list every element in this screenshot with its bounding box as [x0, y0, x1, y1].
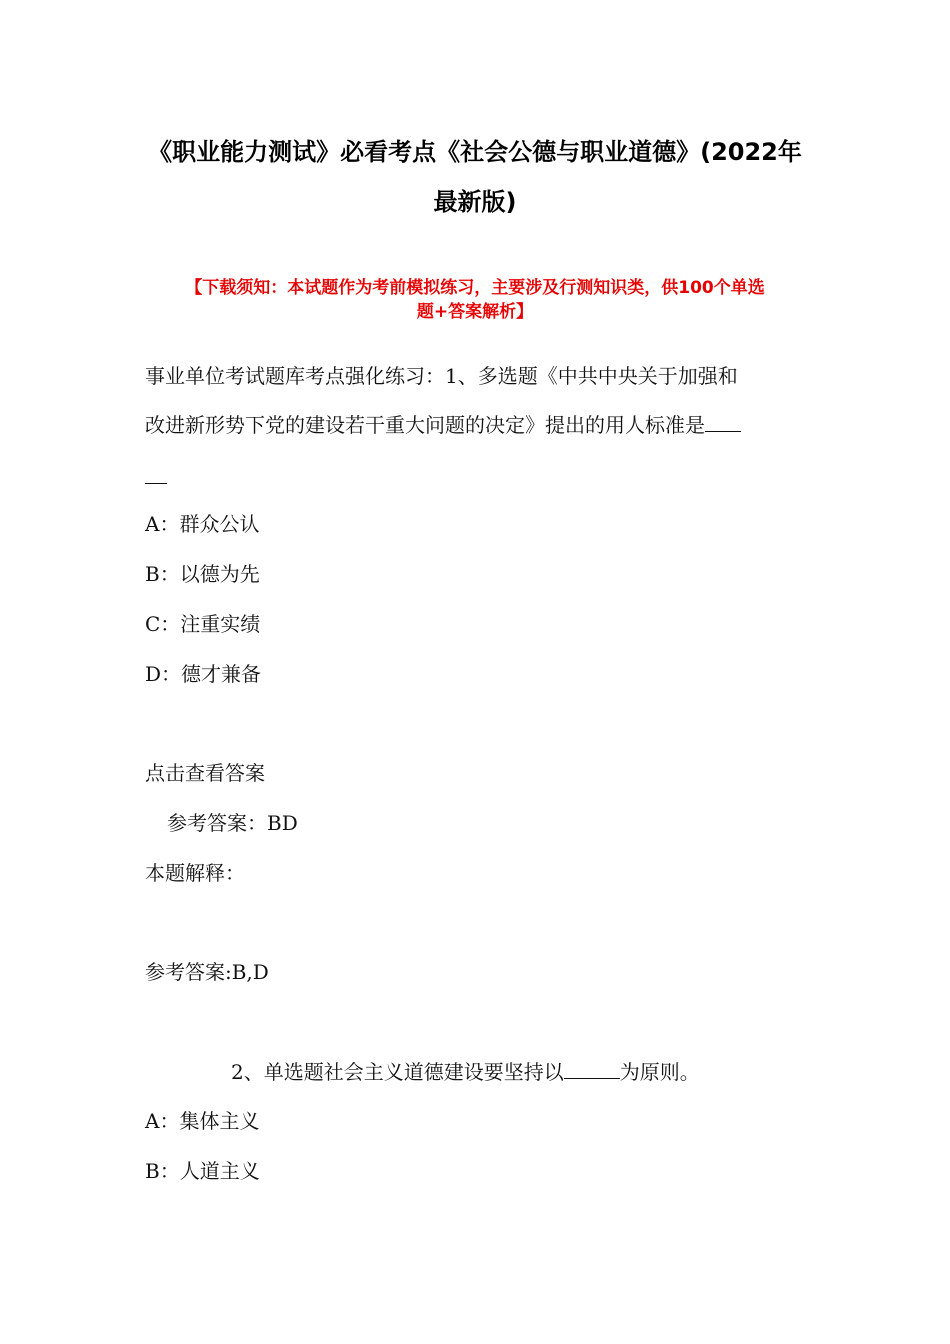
question-2-blank [564, 1060, 620, 1079]
question-2-stem-after: 为原则。 [619, 1060, 700, 1084]
question-1-stem-text: 改进新形势下党的建设若干重大问题的决定》提出的用人标准是 [145, 413, 705, 437]
question-2-stem [231, 1058, 700, 1086]
question-1-reference-answer-repeat: 参考答案:B,D [145, 960, 269, 984]
question-1-stem-line-2 [145, 411, 741, 439]
download-notice-line-1: 【下载须知：本试题作为考前模拟练习，主要涉及行测知识类，供100个单选 [185, 278, 765, 298]
question-1-option-a: A：群众公认 [145, 512, 260, 536]
answer-blank [705, 413, 741, 432]
view-answer-link[interactable]: 点击查看答案 [145, 761, 265, 785]
download-notice-line-2: 题+答案解析】 [416, 302, 534, 322]
question-2-option-a: A：集体主义 [145, 1109, 260, 1133]
question-1-option-b: B：以德为先 [145, 562, 260, 586]
question-1-option-d: D：德才兼备 [145, 662, 262, 686]
question-2-option-b: B：人道主义 [145, 1159, 260, 1183]
question-1-option-c: C：注重实绩 [145, 612, 261, 636]
question-1-reference-answer: 参考答案：BD [167, 811, 298, 835]
question-1-explanation-label: 本题解释： [145, 861, 245, 885]
answer-blank-continued [145, 465, 167, 484]
question-2-stem-before: 2、单选题社会主义道德建设要坚持以 [231, 1060, 564, 1084]
document-title-line-2: 最新版) [433, 188, 517, 216]
document-title-line-1: 《职业能力测试》必看考点《社会公德与职业道德》(2022年 [148, 138, 802, 166]
question-1-blank-continuation [145, 463, 167, 491]
question-1-stem-line-1: 事业单位考试题库考点强化练习：1、多选题《中共中央关于加强和 [145, 364, 738, 388]
